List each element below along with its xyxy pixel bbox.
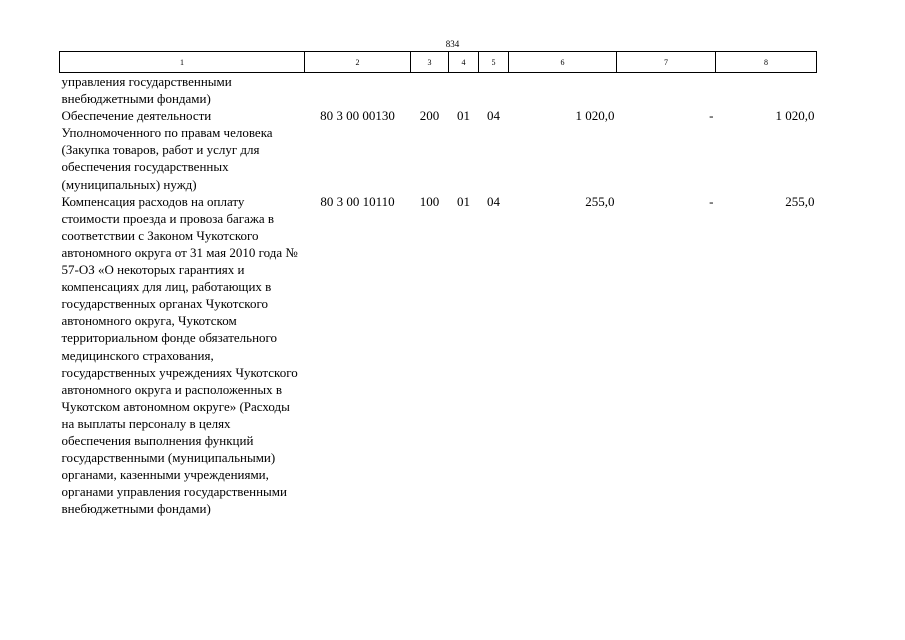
amount-col8: 255,0 <box>785 193 815 209</box>
amount-col8: 1 020,0 <box>775 108 815 124</box>
column-header: 7 <box>617 52 716 73</box>
table-row <box>60 107 817 192</box>
column-header: 3 <box>411 52 449 73</box>
amount-total: 1 020,0 <box>575 108 615 124</box>
page-number: 834 <box>445 39 460 49</box>
table-row-continuation <box>60 73 817 108</box>
column-header: 8 <box>716 52 817 73</box>
column-header: 1 <box>60 52 305 73</box>
subsection-code: 04 <box>487 108 500 124</box>
section-code: 01 <box>457 193 470 209</box>
expense-type-code: 100 <box>419 193 440 209</box>
budget-table <box>59 51 817 517</box>
subsection-code: 04 <box>487 193 500 209</box>
target-article-code: 80 3 00 10110 <box>320 193 395 209</box>
section-code: 01 <box>457 108 470 124</box>
column-header: 5 <box>479 52 509 73</box>
target-article-code: 80 3 00 00130 <box>320 108 395 124</box>
row-name: Обеспечение деятельности Уполномоченного по правам человека (Закупка товаров, работ и услуг для обеспечения государственных (муниципальных) нужд) <box>61 108 273 192</box>
column-header: 6 <box>509 52 617 73</box>
row-name: управления государственными внебюджетными фондами) <box>61 74 232 107</box>
amount-col7: - <box>709 108 714 124</box>
row-name: Компенсация расходов на оплату стоимости проезда и провоза багажа в соответствии с Законом Чукотского автономного округа от 31 мая 2010 года № 57-ОЗ «О некоторых гарантиях и компенсациях для лиц, работающих в государственных органах Чукотского автономного округа, Чукотском территориальном фонде обязательного медицинского страхования, государственных учреждениях Чукотского автономного округа и расположенных в Чукотском автономном округе» (Расходы на выплаты персоналу в целях обеспечения выполнения функций государственными (муниципальными) органами, казенными учреждениями, органами управления государственными внебюджетными фондами) <box>61 193 298 517</box>
header-row <box>60 52 817 73</box>
amount-total: 255,0 <box>585 193 615 209</box>
amount-col7: - <box>709 193 714 209</box>
column-header: 4 <box>449 52 479 73</box>
expense-type-code: 200 <box>419 108 440 124</box>
column-header: 2 <box>305 52 411 73</box>
table-row <box>60 193 817 518</box>
